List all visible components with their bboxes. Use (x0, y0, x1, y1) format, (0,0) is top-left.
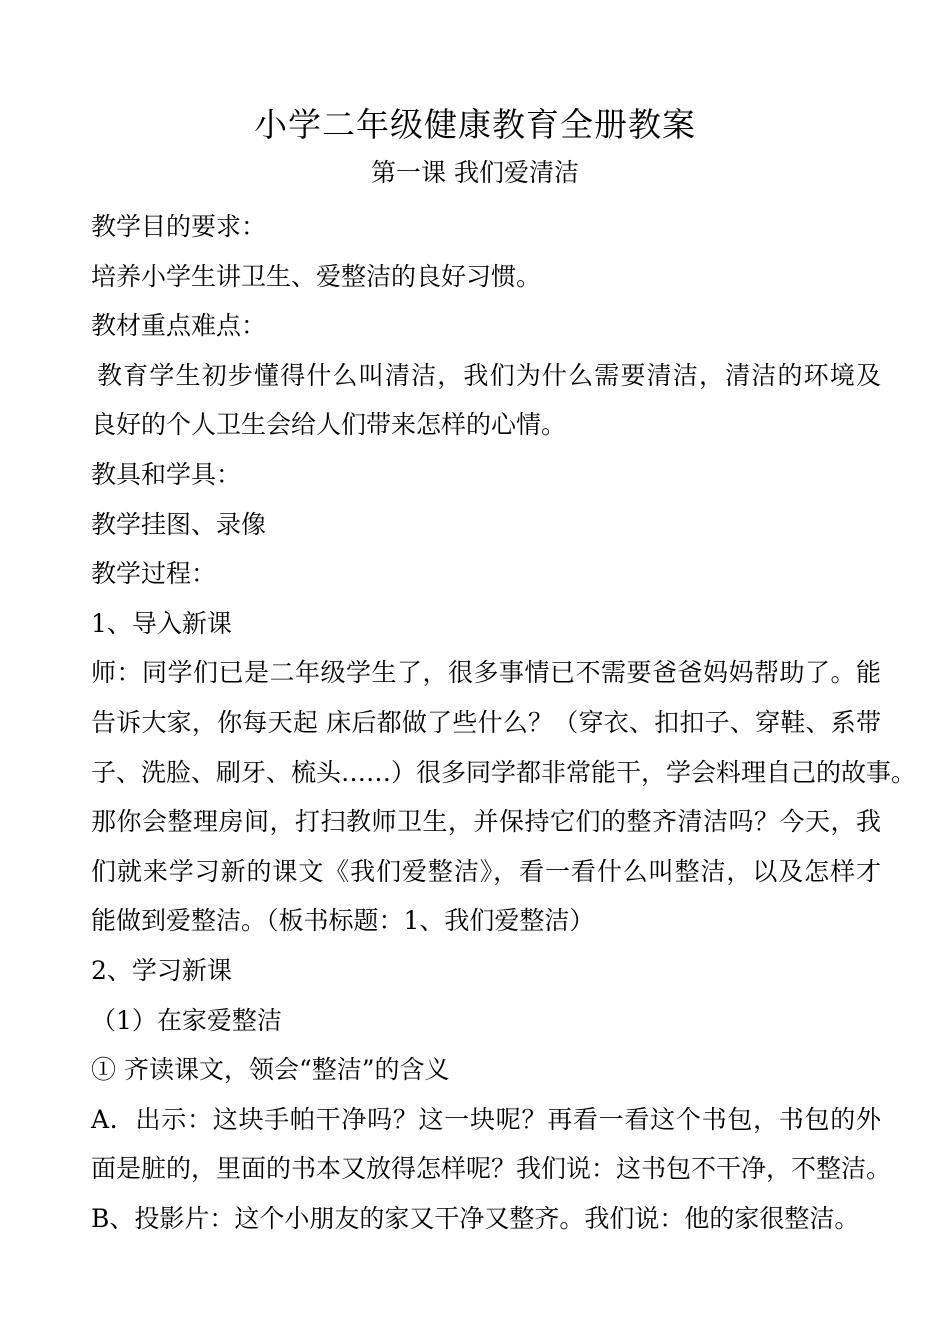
paragraph-line: 告诉大家，你每天起 床后都做了些什么？（穿衣、扣扣子、穿鞋、系带 (91, 707, 881, 737)
paragraph-line: 培养小学生讲卫生、爱整洁的良好习惯。 (91, 261, 542, 291)
paragraph-line: 面是脏的，里面的书本又放得怎样呢？我们说：这书包不干净，不整洁。 (91, 1154, 892, 1184)
section-heading-tools: 教具和学具： (91, 459, 242, 489)
paragraph-line: 教育学生初步懂得什么叫清洁，我们为什么需要清洁，清洁的环境及 (97, 360, 881, 390)
paragraph-line: 良好的个人卫生会给人们带来怎样的心情。 (91, 410, 567, 440)
document-body (91, 202, 917, 1243)
paragraph-line: 那你会整理房间，打扫教师卫生，并保持它们的整齐清洁吗？今天，我 (91, 807, 881, 837)
document-title: 小学二年级健康教育全册教案 (254, 105, 696, 144)
lesson-subtitle: 第一课 我们爱清洁 (371, 158, 579, 187)
sub-heading: （1）在家爱整洁 (91, 1005, 282, 1035)
paragraph-line: 教学挂图、录像 (91, 509, 267, 539)
paragraph-line: 能做到爱整洁。（板书标题：1、我们爱整洁） (91, 906, 595, 936)
paragraph-line: 们就来学习新的课文《我们爱整洁》，看一看什么叫整洁，以及怎样才 (91, 856, 881, 886)
numbered-heading: 2、学习新课 (91, 955, 232, 985)
step-heading: ① 齐读课文，领会“整洁”的含义 (91, 1055, 450, 1085)
section-heading-process: 教学过程： (91, 559, 217, 589)
paragraph-line: 师：同学们已是二年级学生了，很多事情已不需要爸爸妈妈帮助了。能 (91, 658, 881, 688)
paragraph-line: B、投影片：这个小朋友的家又干净又整齐。我们说：他的家很整洁。 (91, 1203, 860, 1233)
section-heading-key-points: 教材重点难点： (91, 311, 267, 341)
section-heading-objectives: 教学目的要求： (91, 212, 267, 241)
numbered-heading: 1、导入新课 (91, 608, 232, 638)
paragraph-line: A．出示：这块手帕干净吗？这一块呢？再看一看这个书包，书包的外 (91, 1104, 881, 1134)
paragraph-line: 子、洗脸、刷牙、梳头……）很多同学都非常能干，学会料理自己的故事。 (91, 757, 917, 787)
